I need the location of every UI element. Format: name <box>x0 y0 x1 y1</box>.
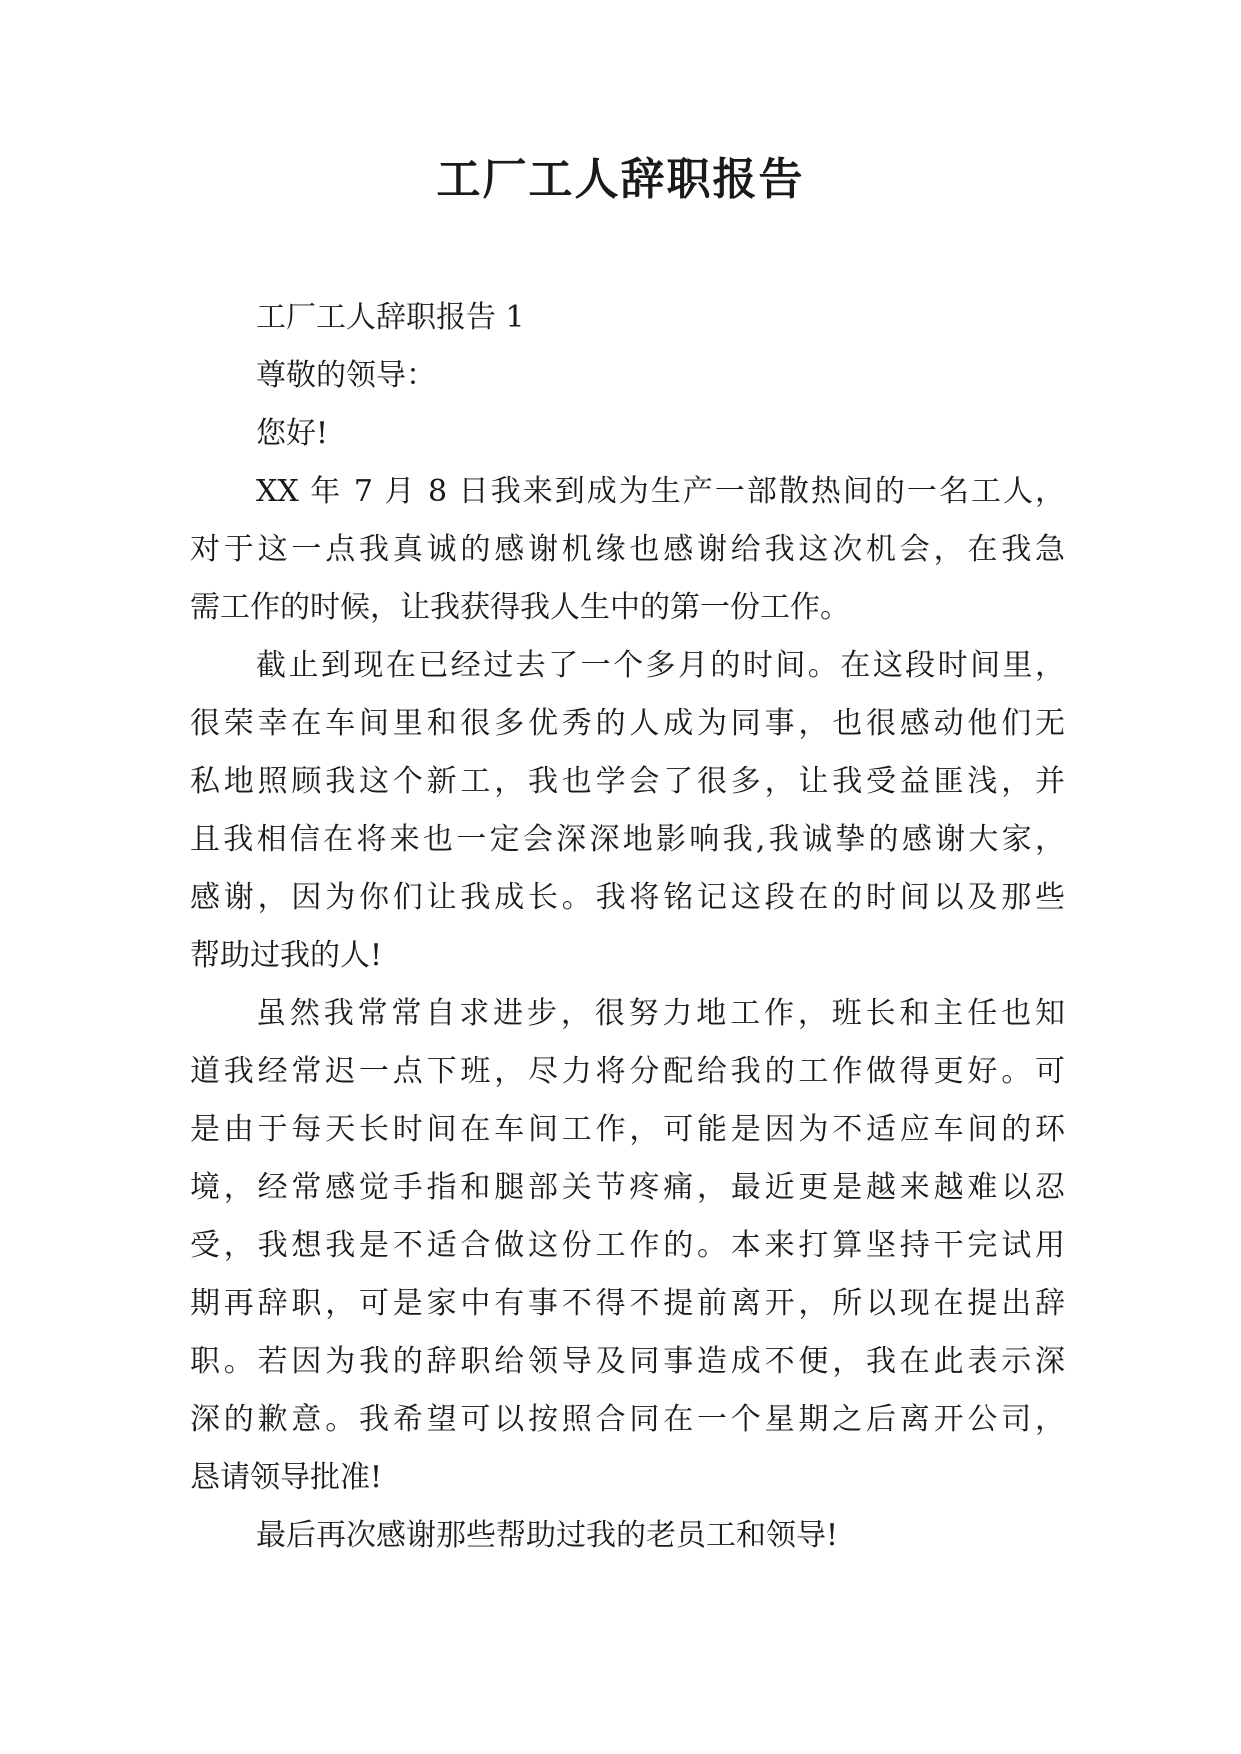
paragraph-2 <box>190 637 1065 985</box>
paragraph-line: 期再辞职，可是家中有事不得不提前离开，所以现在提出辞 <box>190 1286 1065 1321</box>
paragraph-line: XX 年 7 月 8 日我来到成为生产一部散热间的一名工人， <box>256 474 1065 509</box>
paragraph-line: 且我相信在将来也一定会深深地影响我,我诚挚的感谢大家， <box>190 822 1065 857</box>
document-title: 工厂工人辞职报告 <box>436 154 805 205</box>
paragraph-line: 感谢，因为你们让我成长。我将铭记这段在的时间以及那些 <box>190 880 1065 915</box>
paragraph-line: 帮助过我的人! <box>190 938 383 973</box>
paragraph-line: 境，经常感觉手指和腿部关节疼痛，最近更是越来越难以忍 <box>190 1170 1065 1205</box>
paragraph-line: 恳请领导批准! <box>190 1460 383 1495</box>
paragraph-line: 对于这一点我真诚的感谢机缘也感谢给我这次机会，在我急 <box>190 532 1065 567</box>
paragraph-line: 很荣幸在车间里和很多优秀的人成为同事，也很感动他们无 <box>190 706 1065 741</box>
paragraph-line: 深的歉意。我希望可以按照合同在一个星期之后离开公司， <box>190 1402 1065 1437</box>
paragraph-line: 受，我想我是不适合做这份工作的。本来打算坚持干完试用 <box>190 1228 1065 1263</box>
paragraph-line: 是由于每天长时间在车间工作，可能是因为不适应车间的环 <box>190 1112 1065 1147</box>
paragraph-3 <box>190 985 1065 1507</box>
paragraph-line: 虽然我常常自求进步，很努力地工作，班长和主任也知 <box>256 996 1065 1031</box>
paragraph-line: 截止到现在已经过去了一个多月的时间。在这段时间里， <box>256 648 1065 683</box>
section-heading: 工厂工人辞职报告 1 <box>256 300 525 335</box>
salutation: 尊敬的领导： <box>256 358 436 393</box>
paragraph-1 <box>190 463 1065 637</box>
paragraph-line: 需工作的时候，让我获得我人生中的第一份工作。 <box>190 590 850 625</box>
paragraph-4 <box>190 1507 1065 1565</box>
paragraph-line: 私地照顾我这个新工，我也学会了很多，让我受益匪浅，并 <box>190 764 1065 799</box>
paragraph-line: 最后再次感谢那些帮助过我的老员工和领导! <box>256 1518 839 1553</box>
document-body <box>190 289 1065 1565</box>
paragraph-line: 道我经常迟一点下班，尽力将分配给我的工作做得更好。可 <box>190 1054 1065 1089</box>
greeting: 您好! <box>256 416 329 451</box>
paragraph-line: 职。若因为我的辞职给领导及同事造成不便，我在此表示深 <box>190 1344 1065 1379</box>
